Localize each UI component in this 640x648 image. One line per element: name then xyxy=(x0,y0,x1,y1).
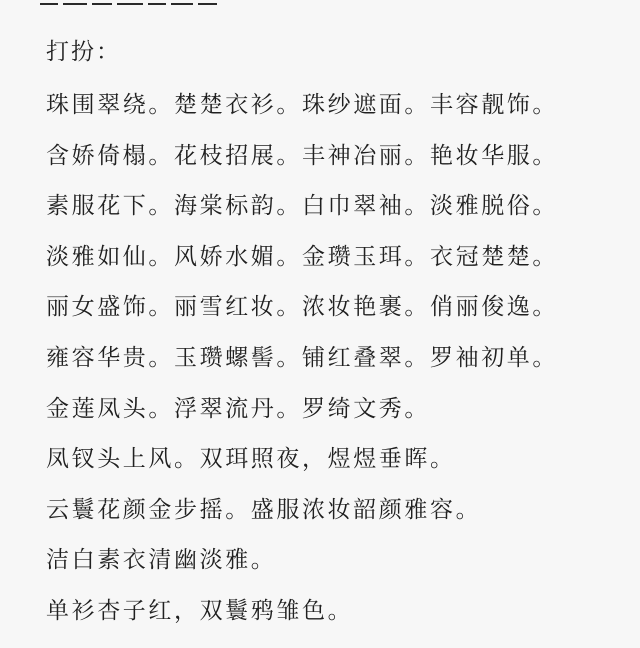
phrase-line-4: 淡雅如仙。风娇水媚。金瓒玉珥。衣冠楚楚。 xyxy=(46,243,558,270)
phrase-line-5: 丽女盛饰。丽雪红妆。浓妆艳裹。俏丽俊逸。 xyxy=(46,294,558,321)
phrase-line-10: 洁白素衣清幽淡雅。 xyxy=(46,547,277,574)
phrase-line-2: 含娇倚榻。花枝招展。丰神冶丽。艳妆华服。 xyxy=(46,142,558,169)
phrase-line-6: 雍容华贵。玉瓒螺髻。铺红叠翠。罗袖初单。 xyxy=(46,344,558,371)
phrase-list xyxy=(46,89,558,646)
section-heading: 打扮： xyxy=(46,39,121,65)
cropped-previous-text xyxy=(40,0,225,6)
phrase-line-11: 单衫杏子红，双鬟鸦雏色。 xyxy=(46,597,354,624)
phrase-line-9: 云鬟花颜金步摇。盛服浓妆韶颜雅容。 xyxy=(46,496,482,523)
phrase-line-8: 凤钗头上风。双珥照夜，煜煜垂晖。 xyxy=(46,446,456,473)
phrase-line-7: 金莲凤头。浮翠流丹。罗绮文秀。 xyxy=(46,395,430,422)
phrase-line-1: 珠围翠绕。楚楚衣衫。珠纱遮面。丰容靓饰。 xyxy=(46,92,558,118)
phrase-line-3: 素服花下。海棠标韵。白巾翠袖。淡雅脱俗。 xyxy=(46,193,558,220)
